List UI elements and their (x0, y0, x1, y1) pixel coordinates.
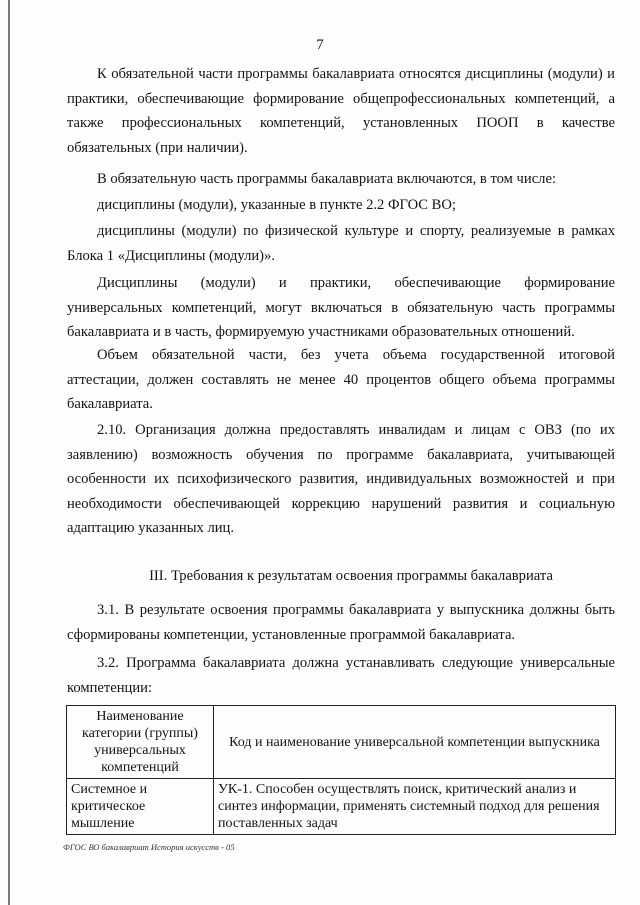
table-header-code: Код и наименование универсальной компетенции выпускника (214, 706, 616, 779)
paragraph-universal-competencies: Дисциплины (модули) и практики, обеспечивающие формирование универсальных компетенций, могут включаться в обязательную часть программы бакалавриата и в часть, формируемую участниками образовательных отношений. (67, 275, 615, 341)
table-header-row (67, 706, 616, 779)
competencies-table (66, 705, 616, 835)
scan-border (8, 0, 10, 905)
paragraph-includes: В обязательную часть программы бакалавриата включаются, в том числе: (97, 171, 556, 187)
page-number: 7 (316, 37, 324, 53)
paragraph-3-1: 3.1. В результате освоения программы бакалавриата у выпускника должны быть сформированы компетенции, установленные программой бакалавриата. (67, 602, 615, 643)
section-heading: III. Требования к результатам освоения программы бакалавриата (149, 568, 553, 584)
table-cell-competence: УК-1. Способен осуществлять поиск, критический анализ и синтез информации, применять системный подход для решения поставленных задач (214, 779, 616, 835)
table-cell-category: Системное и критическое мышление (67, 779, 214, 835)
paragraph-mandatory-part: К обязательной части программы бакалавриата относятся дисциплины (модули) и практики, обеспечивающие формирование общепрофессиональных компетенций, а также профессиональных компетенций, установленных ПООП в качестве обязательных (при наличии). (67, 66, 615, 156)
paragraph-physical-culture: дисциплины (модули) по физической культуре и спорту, реализуемые в рамках Блока 1 «Дисциплины (модули)». (67, 223, 615, 264)
footer-note: ФГОС ВО бакалавриат История искусств - 05 (63, 842, 235, 852)
table-header-category: Наименование категории (группы) универсальных компетенций (67, 706, 214, 779)
paragraph-mandatory-volume: Объем обязательной части, без учета объема государственной итоговой аттестации, должен составлять не менее 40 процентов общего объема программы бакалавриата. (67, 347, 615, 413)
paragraph-2-10: 2.10. Организация должна предоставлять инвалидам и лицам с ОВЗ (по их заявлению) возможность обучения по программе бакалавриата, учитывающей особенности их психофизического развития, индивидуальных возможностей и при необходимости обеспечивающей коррекцию нарушений развития и социальную адаптацию указанных лиц. (67, 422, 615, 537)
table-row (67, 779, 616, 835)
paragraph-disciplines-2-2: дисциплины (модули), указанные в пункте 2.2 ФГОС ВО; (97, 197, 457, 213)
paragraph-3-2: 3.2. Программа бакалавриата должна устанавливать следующие универсальные компетенции: (67, 655, 615, 696)
